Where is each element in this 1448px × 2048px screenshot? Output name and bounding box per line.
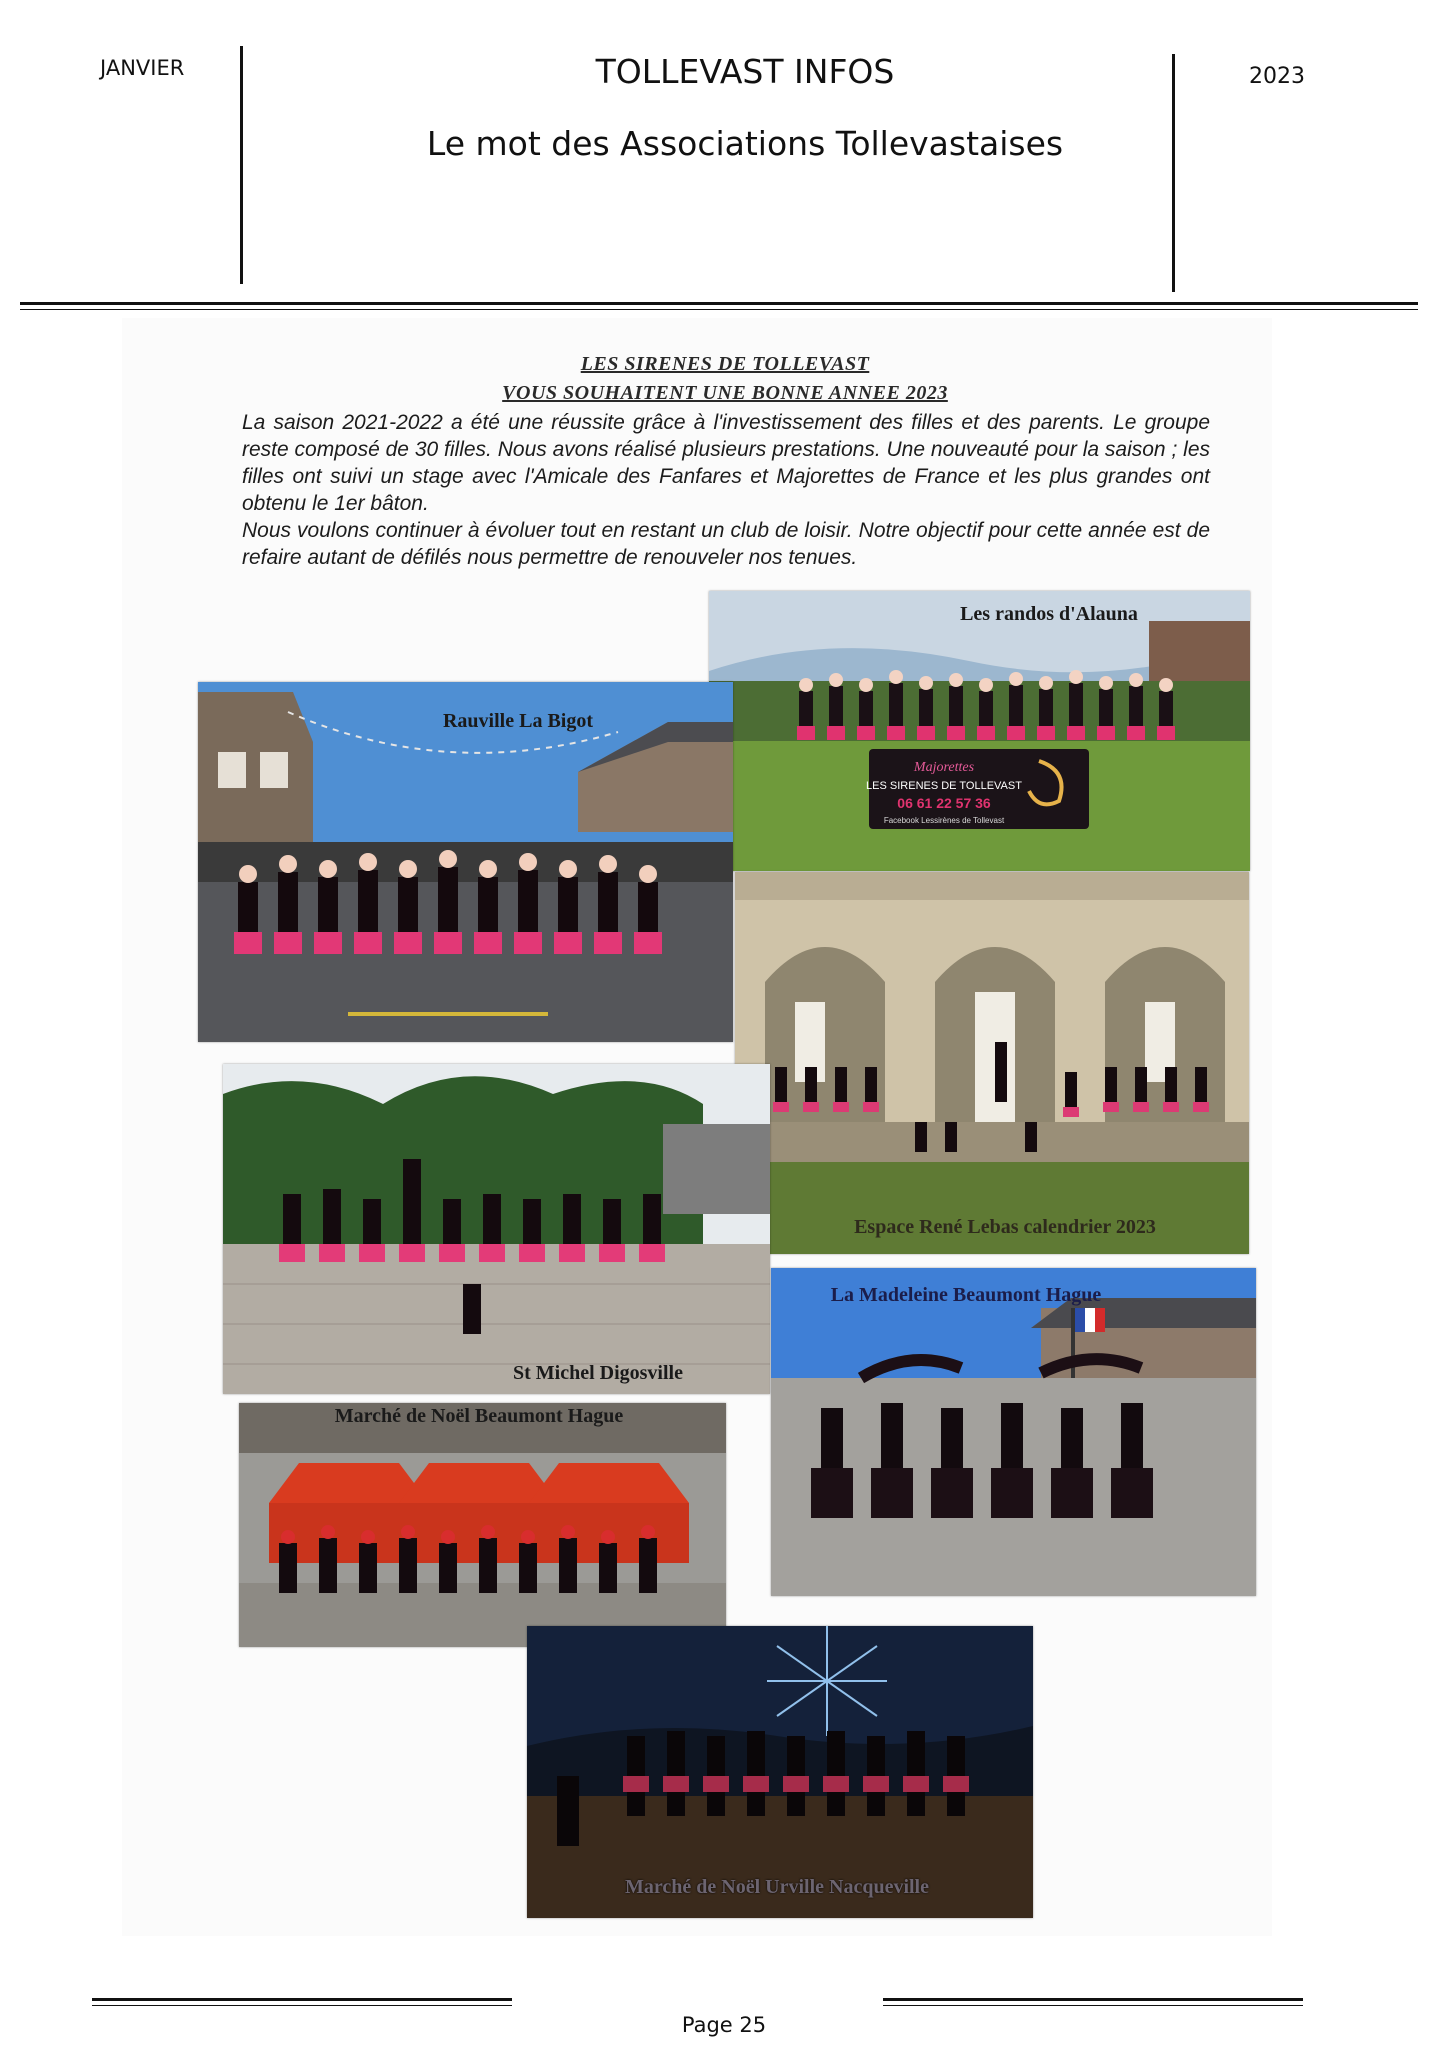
header-divider-right xyxy=(1172,54,1175,292)
photo-marche-noel-beaumont-hague xyxy=(239,1403,726,1647)
photo-randos-image xyxy=(709,591,1250,871)
photo-caption: Marché de Noël Beaumont Hague xyxy=(334,1405,624,1427)
footer-rule-left-thin xyxy=(92,2005,512,2006)
header-rule xyxy=(20,302,1418,305)
photo-marche-noel-urville-nacqueville xyxy=(527,1626,1033,1918)
footer-rule-left xyxy=(92,1998,512,2001)
header-rule-thin xyxy=(20,309,1418,310)
photo-randos-alauna xyxy=(709,591,1250,871)
banner-line-2: LES SIRENES DE TOLLEVAST xyxy=(866,780,1022,792)
article-paragraph: La saison 2021-2022 a été une réussite grâce à l'investissement des filles et des parents. Le groupe reste composé de 30 filles. Nous avons réalisé plusieurs prestations. Une nouveauté pour la saison ; les filles ont suivi un stage avec l'Amicale des Fanfares et Majorettes de France et les plus grandes ont obtenu le 1er bâton. xyxy=(242,411,1210,515)
photo-madeleine-image xyxy=(771,1268,1256,1596)
banner-phone: 06 61 22 57 36 xyxy=(897,795,991,811)
article-subheading: VOUS SOUHAITENT UNE BONNE ANNEE 2023 xyxy=(502,382,948,404)
issue-year: 2023 xyxy=(1249,64,1305,89)
banner-line-1: Majorettes xyxy=(913,760,975,775)
newsletter-subtitle: Le mot des Associations Tollevastaises xyxy=(426,124,1064,163)
photo-la-madeleine-beaumont-hague xyxy=(771,1268,1256,1596)
footer-rule-right xyxy=(883,1998,1303,2001)
photo-st-michel-digosville xyxy=(223,1064,770,1394)
photo-marche-urville-image xyxy=(527,1626,1033,1918)
photo-caption: La Madeleine Beaumont Hague xyxy=(830,1284,1102,1306)
photo-rauville-image xyxy=(198,682,733,1042)
photo-caption: Espace René Lebas calendrier 2023 xyxy=(854,1216,1156,1238)
banner-line-4: Facebook Lessirènes de Tollevast xyxy=(883,816,1005,825)
article-heading: LES SIRENES DE TOLLEVAST xyxy=(580,353,870,375)
photo-caption: St Michel Digosville xyxy=(513,1362,683,1384)
article-body xyxy=(242,409,1210,571)
photo-marche-beaumont-image xyxy=(239,1403,726,1647)
photo-caption: Marché de Noël Urville Nacqueville xyxy=(624,1876,929,1898)
page-number: Page 25 xyxy=(681,2013,767,2037)
issue-month: JANVIER xyxy=(100,56,185,80)
header-divider-left xyxy=(240,46,243,284)
newsletter-title: TOLLEVAST INFOS xyxy=(595,52,895,91)
photo-st-michel-image xyxy=(223,1064,770,1394)
photo-rauville-la-bigot xyxy=(198,682,733,1042)
photo-espace-image xyxy=(735,872,1249,1254)
photo-caption: Rauville La Bigot xyxy=(442,710,593,732)
article-paragraph: Nous voulons continuer à évoluer tout en restant un club de loisir. Notre objectif pour cette année est de refaire autant de défilés nous permettre de renouveler nos tenues. xyxy=(242,519,1210,569)
photo-caption: Les randos d'Alauna xyxy=(960,603,1138,625)
footer-rule-right-thin xyxy=(883,2005,1303,2006)
photo-espace-rene-lebas xyxy=(735,872,1249,1254)
